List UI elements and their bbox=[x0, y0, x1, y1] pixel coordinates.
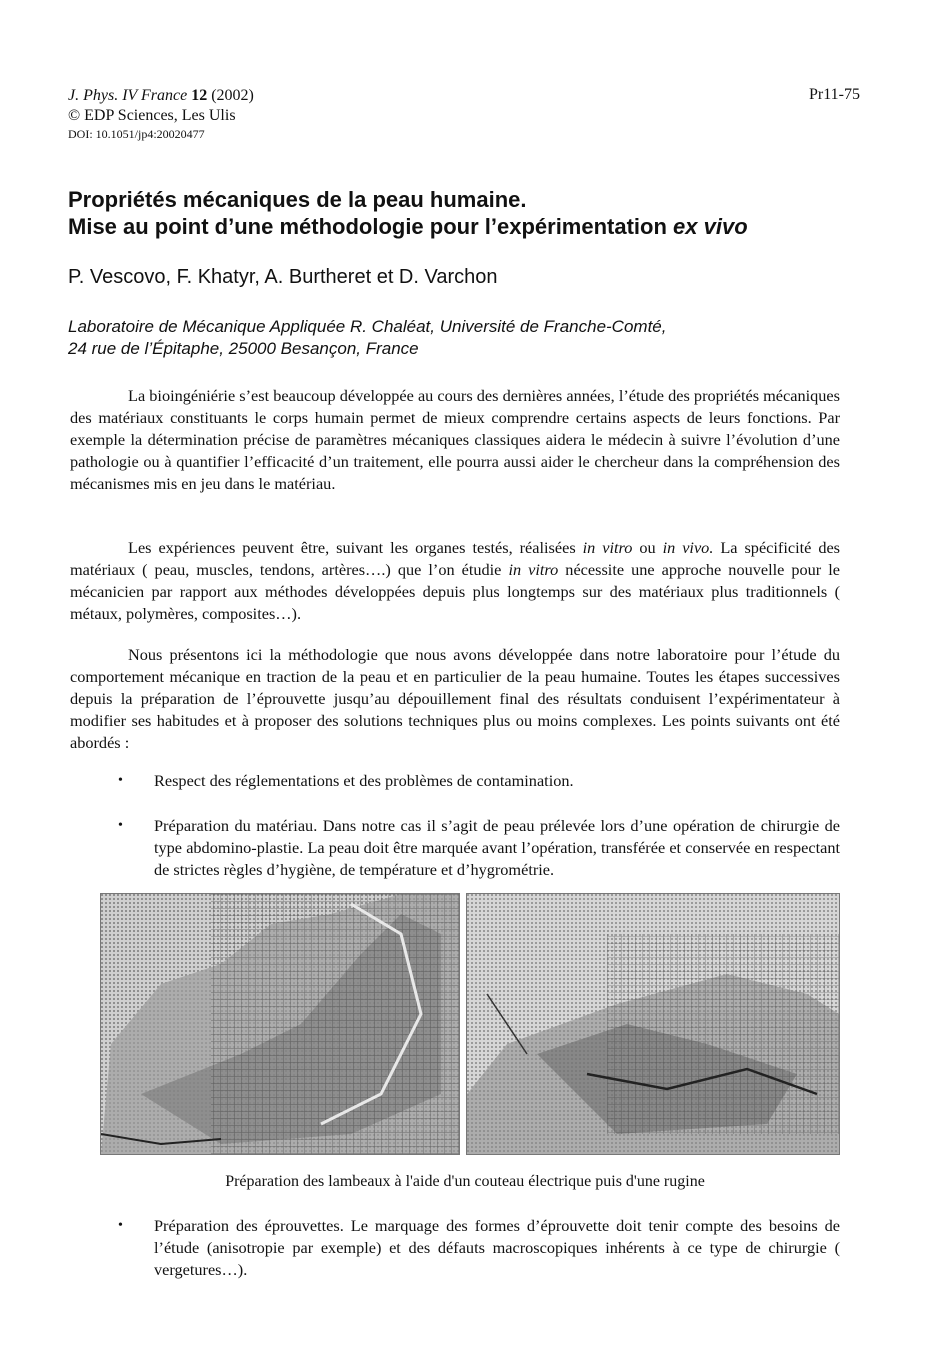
figure-photo-left bbox=[100, 893, 460, 1155]
bullet-icon: • bbox=[118, 1218, 123, 1233]
photo-left-image bbox=[101, 894, 459, 1154]
author-list: P. Vescovo, F. Khatyr, A. Burtheret et D. Varchon bbox=[68, 266, 498, 288]
paragraph-intro-text: La bioingéniérie s’est beaucoup développée au cours des dernières années, l’étude des propriétés mécaniques des matériaux constituants le corps humain permet de mieux comprendre certains aspects de leurs fonctions. Par exemple la détermination précise de paramètres mécaniques classiques aidera le médecin à suivre l’évolution d’une pathologie ou à quantifier l’efficacité d’un traitement, elle pourra aussi aider le chercheur dans la compréhension des mécanismes mis en jeu dans le matériau. bbox=[70, 386, 840, 493]
copyright-line: © EDP Sciences, Les Ulis bbox=[68, 107, 236, 124]
list-item bbox=[120, 1215, 840, 1281]
list-item-text: Respect des réglementations et des problèmes de contamination. bbox=[154, 771, 574, 790]
photo-right-image bbox=[467, 894, 839, 1154]
paper-title bbox=[68, 186, 748, 240]
title-line-2-italic: ex vivo bbox=[673, 214, 748, 239]
journal-name: J. Phys. IV France bbox=[68, 87, 188, 104]
paragraph-methodology-text: Nous présentons ici la méthodologie que nous avons développée dans notre laboratoire pour l’étude du comportement mécanique en traction de la peau et en particulier de la peau humaine. Toutes les étapes successives depuis la préparation de l’éprouvette jusqu’au dépouillement final des résultats conduisent l’expérimentateur à modifier ses habitudes et à proposer des solutions techniques plus ou moins complexes. Les points suivants ont été abordés : bbox=[70, 645, 840, 752]
affiliation bbox=[68, 316, 666, 360]
bullet-icon: • bbox=[118, 773, 123, 788]
title-line-2-text: Mise au point d’une méthodologie pour l’expérimentation bbox=[68, 214, 674, 239]
title-line-2 bbox=[68, 213, 748, 240]
p2-text-b: ou bbox=[632, 538, 663, 557]
paragraph-methodology bbox=[70, 644, 840, 754]
paragraph-experiments-text bbox=[70, 537, 840, 625]
p2-text-d: nécessite une approche nouvelle pour le mécanicien par rapport aux méthodes développées depuis plus longtemps sur des matériaux plus traditionnels ( métaux, polymères, composites…). bbox=[70, 560, 841, 623]
list-item bbox=[120, 815, 840, 881]
list-item-text: Préparation du matériau. Dans notre cas il s’agit de peau prélevée lors d’une opération de chirurgie de type abdomino-plastie. La peau doit être marquée avant l’opération, transférée et conservée en respectant de strictes règles d’hygiène, de température et d’hygrométrie. bbox=[154, 816, 840, 879]
p2-italic-in-vivo: in vivo. bbox=[662, 538, 714, 557]
affiliation-line-2: 24 rue de l’Épitaphe, 25000 Besançon, France bbox=[68, 339, 419, 358]
affiliation-line-1: Laboratoire de Mécanique Appliquée R. Chaléat, Université de Franche-Comté, bbox=[68, 317, 667, 336]
p2-italic-in-vitro-2: in vitro bbox=[508, 560, 559, 579]
p2-text-a: Les expériences peuvent être, suivant les organes testés, réalisées bbox=[128, 538, 583, 557]
figure-caption: Préparation des lambeaux à l'aide d'un couteau électrique puis d'une rugine bbox=[225, 1173, 705, 1190]
title-line-1: Propriétés mécaniques de la peau humaine. bbox=[68, 187, 527, 212]
list-item-text: Préparation des éprouvettes. Le marquage des formes d’éprouvette doit tenir compte des besoins de l’étude (anisotropie par exemple) et des défauts macroscopiques inhérents à ce type de chirurgie ( vergetures…). bbox=[154, 1216, 840, 1279]
p2-text-c: La spécificité des matériaux ( peau, muscles, tendons, artères….) que l’on étudie bbox=[70, 538, 841, 579]
journal-header bbox=[68, 86, 254, 142]
doi-line: DOI: 10.1051/jp4:20020477 bbox=[68, 127, 205, 141]
figure-photo-right bbox=[466, 893, 840, 1155]
journal-year: (2002) bbox=[211, 87, 254, 104]
journal-citation bbox=[68, 86, 254, 106]
page-number: Pr11-75 bbox=[809, 86, 860, 103]
p2-italic-in-vitro: in vitro bbox=[582, 538, 633, 557]
paragraph-experiments bbox=[70, 537, 840, 625]
list-item bbox=[120, 770, 840, 792]
paragraph-intro bbox=[70, 385, 840, 495]
journal-volume: 12 bbox=[191, 87, 208, 104]
bullet-icon: • bbox=[118, 818, 123, 833]
